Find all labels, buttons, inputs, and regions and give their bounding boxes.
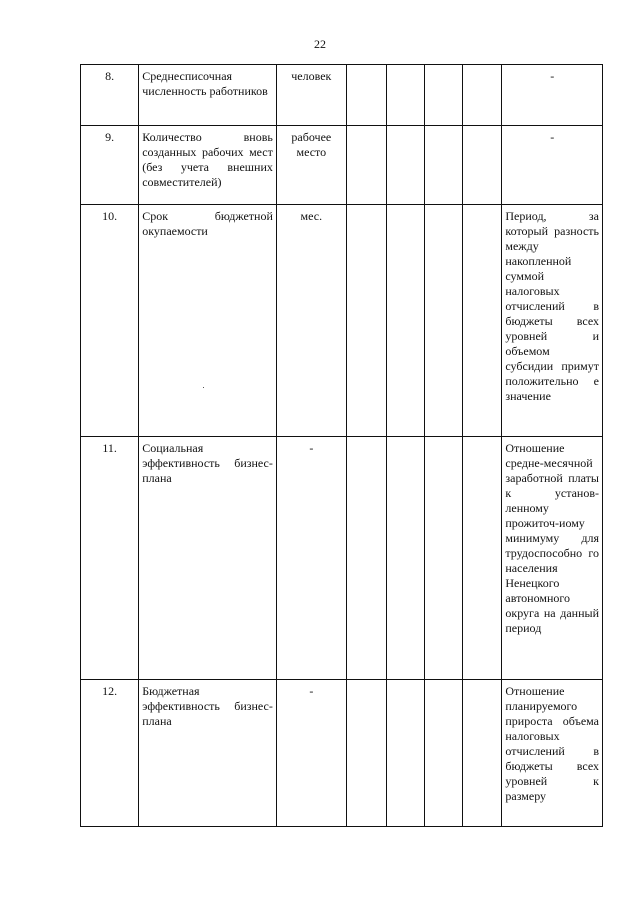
empty-cell: [425, 437, 463, 680]
empty-cell: [346, 126, 386, 205]
indicator-name: Бюджетная эффективность бизнес-плана: [139, 680, 277, 827]
table-row: [81, 126, 603, 205]
table-row: [81, 437, 603, 680]
indicator-note: -: [502, 65, 603, 126]
row-number: 10.: [81, 205, 139, 437]
row-number: 8.: [81, 65, 139, 126]
empty-cell: [425, 65, 463, 126]
empty-cell: [463, 126, 502, 205]
empty-cell: [463, 680, 502, 827]
row-number: 9.: [81, 126, 139, 205]
indicator-note: Отношение планируемого прироста объема налоговых отчислений в бюджеты всех уровней к размеру: [502, 680, 603, 827]
empty-cell: [425, 205, 463, 437]
scan-speck: [203, 387, 204, 388]
row-number: 11.: [81, 437, 139, 680]
empty-cell: [386, 205, 424, 437]
page-number: 22: [314, 37, 326, 51]
empty-cell: [463, 205, 502, 437]
unit-of-measure: мес.: [276, 205, 346, 437]
indicator-note: Отношение средне-месячной заработной платы к установ-ленному прожиточ-иому минимуму для трудоспособно го населения Ненецкого автономного округа на данный период: [502, 437, 603, 680]
unit-of-measure: -: [276, 437, 346, 680]
empty-cell: [386, 680, 424, 827]
empty-cell: [346, 437, 386, 680]
empty-cell: [425, 126, 463, 205]
indicator-name: Социальная эффективность бизнес-плана: [139, 437, 277, 680]
empty-cell: [386, 126, 424, 205]
empty-cell: [386, 65, 424, 126]
empty-cell: [346, 65, 386, 126]
empty-cell: [463, 437, 502, 680]
empty-cell: [463, 65, 502, 126]
indicator-note: -: [502, 126, 603, 205]
indicator-name: Количество вновь созданных рабочих мест (без учета внешних совместителей): [139, 126, 277, 205]
table-row: [81, 205, 603, 437]
unit-of-measure: -: [276, 680, 346, 827]
table-row: [81, 680, 603, 827]
row-number: 12.: [81, 680, 139, 827]
indicator-name: Среднесписочная численность работников: [139, 65, 277, 126]
unit-of-measure: рабочее место: [276, 126, 346, 205]
empty-cell: [346, 680, 386, 827]
empty-cell: [425, 680, 463, 827]
indicator-name: Срок бюджетной окупаемости: [139, 205, 277, 437]
table-row: [81, 65, 603, 126]
indicators-table: [80, 64, 603, 827]
empty-cell: [346, 205, 386, 437]
empty-cell: [386, 437, 424, 680]
indicator-note: Период, за который разность между накопленной суммой налоговых отчислений в бюджеты всех уровней и объемом субсидии примут положительно е значение: [502, 205, 603, 437]
unit-of-measure: человек: [276, 65, 346, 126]
